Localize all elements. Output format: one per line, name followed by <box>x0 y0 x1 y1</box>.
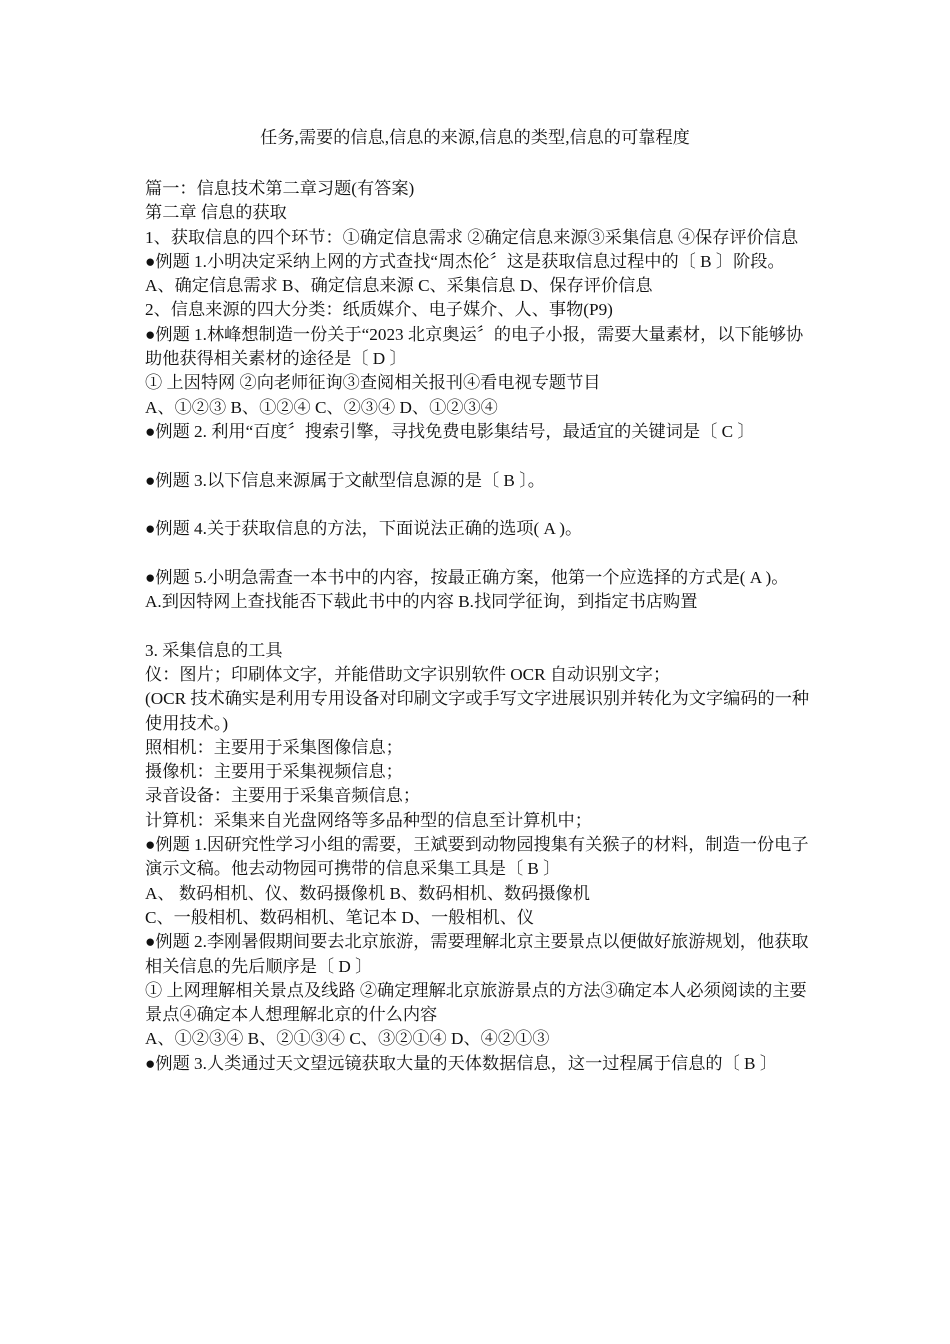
paragraph: 录音设备：主要用于采集音频信息； <box>145 786 421 806</box>
blank-line <box>145 444 810 468</box>
answer-options: A、①②③④ B、②①③④ C、③②①④ D、④②①③ <box>145 1029 550 1049</box>
choice-list: ① 上因特网 ②向老师征询③查阅相关报刊④看电视专题节目 <box>145 373 601 393</box>
answer-options: A、确定信息需求 B、确定信息来源 C、采集信息 D、保存评价信息 <box>145 276 653 296</box>
answer-options: A.到因特网上查找能否下载此书中的内容 B.找同学征询，到指定书店购置 <box>145 592 698 612</box>
paragraph: 仪：图片；印刷体文字，并能借助文字识别软件 OCR 自动识别文字； <box>145 664 671 684</box>
paragraph: 1、获取信息的四个环节：①确定信息需求 ②确定信息来源③采集信息 ④保存评价信息 ●例题 1.小明决定采纳上网的方式查找“周杰伦〞这是获取信息过程中的〔 B 〕阶段。 <box>145 227 799 271</box>
example-question: ●例题 2. 利用“百度〞搜索引擎，寻找免费电影集结号，最适宜的关键词是〔 C 〕 <box>145 421 755 441</box>
blank-line <box>145 493 810 517</box>
example-question: ●例题 1.林峰想制造一份关于“2023 北京奥运〞的电子小报，需要大量素材，以下能够协助他获得相关素材的途径是〔 D 〕 <box>145 324 804 369</box>
document-body <box>145 177 810 1076</box>
document-title: 任务,需要的信息,信息的来源,信息的类型,信息的可靠程度 <box>260 128 690 147</box>
answer-options: A、 数码相机、仪、数码摄像机 B、数码相机、数码摄像机 <box>145 883 590 903</box>
chapter-heading: 第二章 信息的获取 <box>145 203 287 223</box>
answer-options: A、①②③ B、①②④ C、②③④ D、①②③④ <box>145 397 498 417</box>
example-question: ●例题 3.人类通过天文望远镜获取大量的天体数据信息，这一过程属于信息的〔 B 〕 <box>145 1053 778 1073</box>
paragraph: (OCR 技术确实是利用专用设备对印刷文字或手写文字进展识别并转化为文字编码的一种使用技术。) <box>145 689 810 733</box>
section-heading: 篇一：信息技术第二章习题(有答案) <box>145 179 415 198</box>
example-question: ●例题 1.因研究性学习小组的需要，王斌要到动物园搜集有关猴子的材料，制造一份电子演示文稿。他去动物园可携带的信息采集工具是〔 B 〕 <box>145 835 809 879</box>
blank-line <box>145 614 810 638</box>
example-question: ●例题 3.以下信息来源属于文献型信息源的是〔 B 〕。 <box>145 470 545 490</box>
section-heading: 3. 采集信息的工具 <box>145 640 283 660</box>
example-question: ●例题 4.关于获取信息的方法，下面说法正确的选项( A )。 <box>145 519 583 539</box>
paragraph: 2、信息来源的四大分类：纸质媒介、电子媒介、人、事物(P9) <box>145 300 613 320</box>
paragraph: 计算机：采集来自光盘网络等多品种型的信息至计算机中； <box>145 810 592 830</box>
blank-line <box>145 541 810 565</box>
choice-list: ① 上网理解相关景点及线路 ②确定理解北京旅游景点的方法③确定本人必须阅读的主要景点④确定本人想理解北京的什么内容 <box>145 980 807 1025</box>
example-question: ●例题 2.李刚暑假期间要去北京旅游，需要理解北京主要景点以便做好旅游规划，他获取相关信息的先后顺序是〔 D 〕 <box>145 932 809 976</box>
paragraph: 摄像机：主要用于采集视频信息； <box>145 762 403 782</box>
paragraph: 照相机：主要用于采集图像信息； <box>145 737 403 757</box>
example-question: ●例题 5.小明急需查一本书中的内容，按最正确方案，他第一个应选择的方式是( A )。 <box>145 567 789 587</box>
answer-options: C、一般相机、数码相机、笔记本 D、一般相机、仪 <box>145 907 535 927</box>
